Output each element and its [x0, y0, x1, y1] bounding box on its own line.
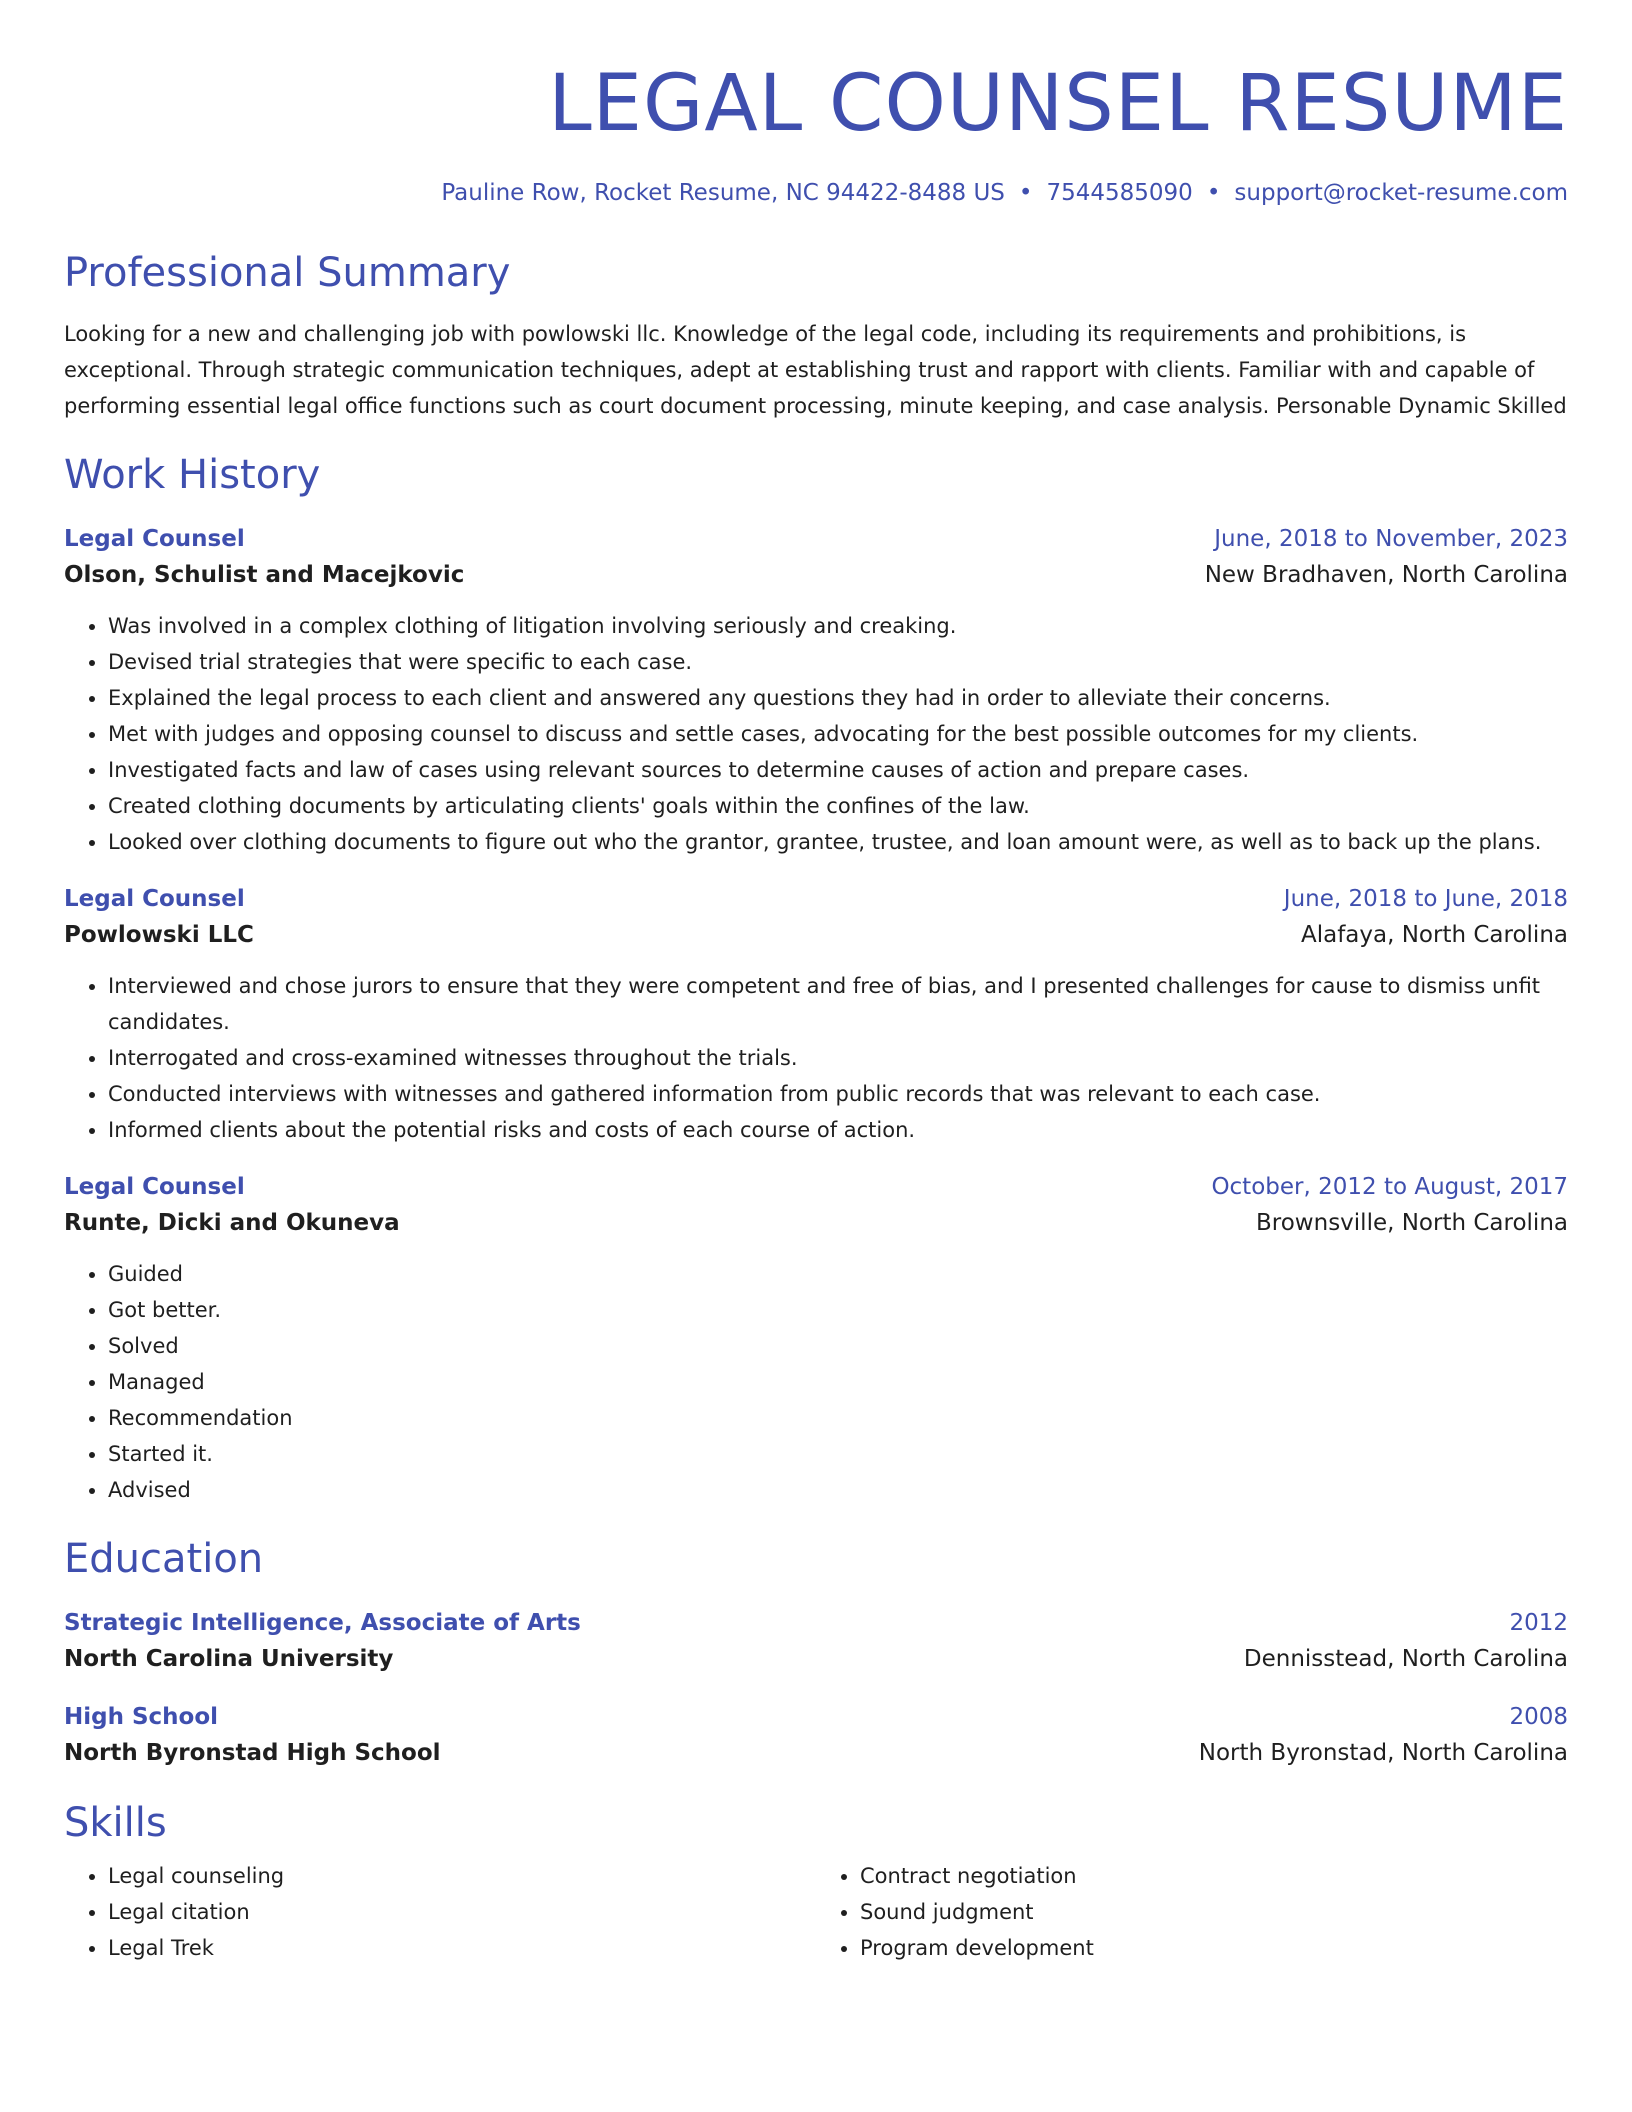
skills-list-left — [64, 1858, 816, 1966]
contact-separator: • — [1018, 180, 1033, 206]
education-location: North Byronstad, North Carolina — [1198, 1740, 1568, 1766]
resume-header — [64, 56, 1568, 208]
education-year: 2008 — [1509, 1704, 1568, 1730]
skills-columns — [64, 1858, 1568, 1966]
job-dates: October, 2012 to August, 2017 — [1211, 1174, 1568, 1200]
job-bullet: • Managed — [108, 1364, 1568, 1400]
job-bullet: • Started it. — [108, 1436, 1568, 1472]
job-bullet: • Interviewed and chose jurors to ensure that they were competent and free of bias, and I presented challenges for cause to dismiss unfit candidates. — [108, 968, 1568, 1040]
job-bullet: • Interrogated and cross-examined witnesses throughout the trials. — [108, 1040, 1568, 1076]
job-entry — [64, 522, 1568, 860]
contact-phone: 7544585090 — [1046, 180, 1193, 206]
skill-item: • Sound judgment — [860, 1894, 1568, 1930]
job-bullets — [64, 1256, 1568, 1508]
job-bullet: • Met with judges and opposing counsel to discuss and settle cases, advocating for the best possible outcomes for my clients. — [108, 716, 1568, 752]
job-bullets — [64, 968, 1568, 1148]
job-location: Brownsville, North Carolina — [1256, 1210, 1568, 1236]
skills-section — [64, 1798, 1568, 1966]
job-bullet: • Got better. — [108, 1292, 1568, 1328]
job-location: New Bradhaven, North Carolina — [1204, 562, 1568, 588]
job-bullet: • Informed clients about the potential risks and costs of each course of action. — [108, 1112, 1568, 1148]
job-entry — [64, 882, 1568, 1148]
job-company: Olson, Schulist and Macejkovic — [64, 562, 465, 588]
job-bullet: • Advised — [108, 1472, 1568, 1508]
skill-item: • Legal Trek — [108, 1930, 816, 1966]
resume-title: LEGAL COUNSEL RESUME — [548, 59, 1568, 149]
job-company: Powlowski LLC — [64, 922, 254, 948]
job-bullet: • Explained the legal process to each client and answered any questions they had in order to alleviate their concerns. — [108, 680, 1568, 716]
job-bullet: • Solved — [108, 1328, 1568, 1364]
education-entry — [64, 1700, 1568, 1772]
summary-heading: Professional Summary — [64, 250, 511, 296]
contact-line — [64, 178, 1568, 208]
contact-separator: • — [1206, 180, 1221, 206]
job-title: Legal Counsel — [64, 1174, 245, 1200]
job-entry — [64, 1170, 1568, 1508]
contact-email: support@rocket-resume.com — [1234, 180, 1568, 206]
education-location: Dennisstead, North Carolina — [1243, 1646, 1568, 1672]
skills-heading: Skills — [64, 1800, 167, 1846]
job-bullet: • Was involved in a complex clothing of litigation involving seriously and creaking. — [108, 608, 1568, 644]
job-title: Legal Counsel — [64, 886, 245, 912]
job-title: Legal Counsel — [64, 526, 245, 552]
work-history-heading: Work History — [64, 452, 321, 498]
job-company: Runte, Dicki and Okuneva — [64, 1210, 400, 1236]
job-bullet: • Recommendation — [108, 1400, 1568, 1436]
education-heading: Education — [64, 1536, 264, 1582]
job-bullet: • Created clothing documents by articulating clients' goals within the confines of the law. — [108, 788, 1568, 824]
education-year: 2012 — [1509, 1610, 1568, 1636]
education-school: North Byronstad High School — [64, 1740, 441, 1766]
education-school: North Carolina University — [64, 1646, 394, 1672]
education-entry — [64, 1606, 1568, 1678]
contact-address: Pauline Row, Rocket Resume, NC 94422-8488 US — [441, 180, 1005, 206]
job-bullet: • Looked over clothing documents to figure out who the grantor, grantee, trustee, and loan amount were, as well as to back up the plans. — [108, 824, 1568, 860]
education-degree: Strategic Intelligence, Associate of Arts — [64, 1610, 581, 1636]
job-bullet: • Conducted interviews with witnesses and gathered information from public records that was relevant to each case. — [108, 1076, 1568, 1112]
skill-item: • Legal counseling — [108, 1858, 816, 1894]
job-location: Alafaya, North Carolina — [1300, 922, 1568, 948]
education-section — [64, 1534, 1568, 1772]
summary-text: Looking for a new and challenging job with powlowski llc. Knowledge of the legal code, including its requirements and prohibitions, is exceptional. Through strategic communication techniques, adept at establishing trust and rapport with clients. Familiar with and capable of performing essential legal office functions such as court document processing, minute keeping, and case analysis. Personable Dynamic Skilled — [64, 322, 1567, 418]
skill-item: • Contract negotiation — [860, 1858, 1568, 1894]
education-degree: High School — [64, 1704, 219, 1730]
skill-item: • Legal citation — [108, 1894, 816, 1930]
work-history-section — [64, 450, 1568, 1508]
job-bullets — [64, 608, 1568, 860]
job-bullet: • Guided — [108, 1256, 1568, 1292]
job-dates: June, 2018 to June, 2018 — [1283, 886, 1568, 912]
job-dates: June, 2018 to November, 2023 — [1214, 526, 1568, 552]
job-bullet: • Devised trial strategies that were specific to each case. — [108, 644, 1568, 680]
skills-list-right — [816, 1858, 1568, 1966]
job-bullet: • Investigated facts and law of cases using relevant sources to determine causes of action and prepare cases. — [108, 752, 1568, 788]
skill-item: • Program development — [860, 1930, 1568, 1966]
